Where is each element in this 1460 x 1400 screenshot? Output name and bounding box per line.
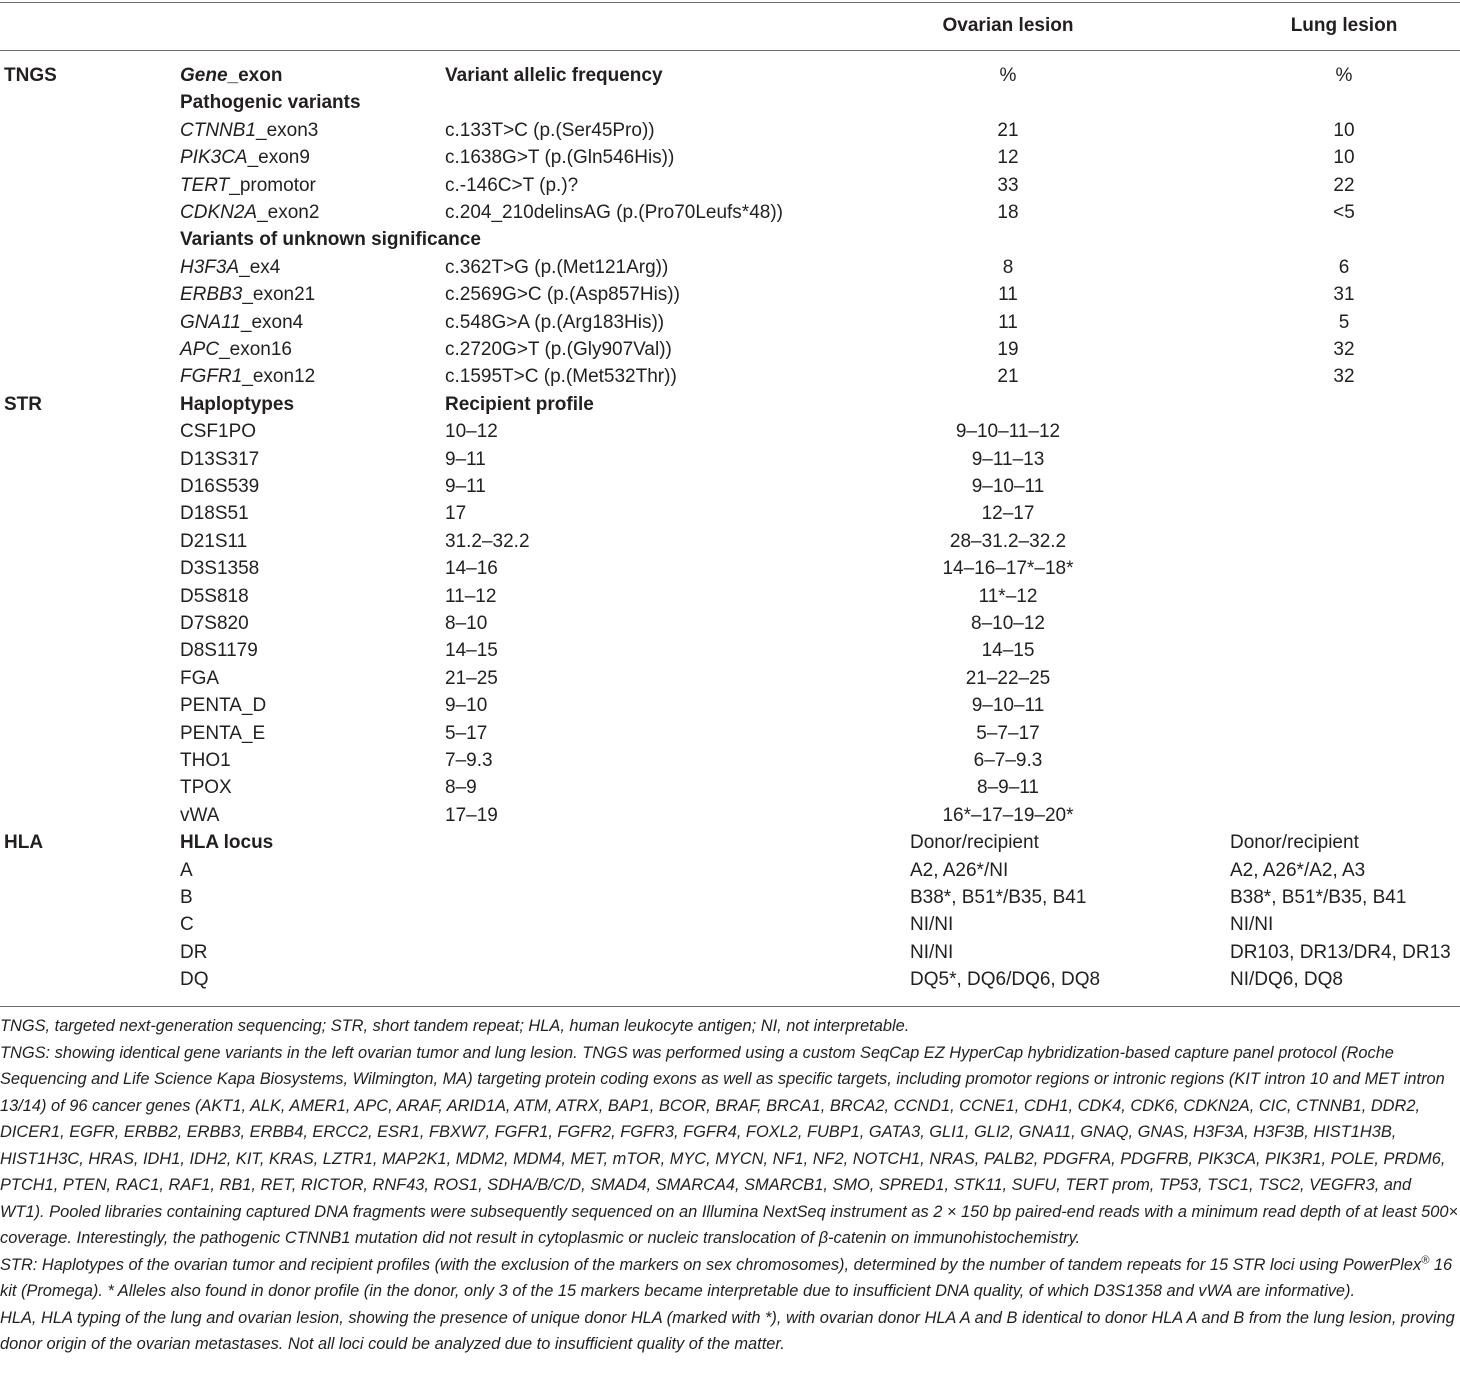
str-ovarian-value: 11*–12 [978,585,1038,607]
gene-symbol: TERT [180,174,230,196]
str-recipient-value: 8–9 [445,777,477,799]
variant-notation: c.1595T>C (p.(Met532Thr)) [445,366,677,388]
gene-symbol: PIK3CA [180,147,248,169]
variant-lung-vaf: 32 [1333,339,1355,360]
hla-ovarian-header: Donor/recipient [910,832,1039,854]
str-locus: D7S820 [180,613,249,634]
hla-lung-value: NI/NI [1230,914,1274,936]
str-recipient-value: 14–16 [445,558,498,580]
pathogenic-variants-header: Pathogenic variants [180,92,361,114]
str-ovarian-value: 21–22–25 [965,667,1051,689]
variant-notation: c.2569G>C (p.(Asp857His)) [445,284,680,306]
gene-symbol: H3F3A [180,256,240,278]
str-ovarian-value: 9–11–13 [971,448,1045,470]
str-recipient-value: 21–25 [445,667,498,689]
header-lung-lesion: Lung lesion [1290,15,1398,36]
bottom-rule [0,1006,1460,1007]
str-locus: D13S317 [180,448,260,470]
str-ovarian-value: 28–31.2–32.2 [949,530,1067,552]
hla-ovarian-value: NI/NI [910,941,954,963]
hla-locus-header: HLA locus [180,832,274,854]
str-ovarian-value: 8–10–12 [971,613,1045,634]
variant-ovarian-vaf: 11 [998,284,1018,306]
footnote-hla: HLA, HLA typing of the lung and ovarian lesion, showing the presence of unique donor HLA (marked with *), with ovarian donor HLA A and B identical to donor HLA A and B from the lung lesion, proving donor origin of the ovarian metastases. Not all loci could be analyzed due to insufficient quality of the matter. [0,1308,1455,1353]
str-recipient-value: 17–19 [445,804,498,826]
gene-symbol: ERBB3 [180,284,243,306]
hla-locus: C [180,914,194,936]
str-haplotypes-header: Haploptypes [180,393,295,415]
hla-lung-value: NI/DQ6, DQ8 [1230,969,1343,991]
str-locus: D5S818 [180,585,249,607]
str-ovarian-value: 9–10–11 [971,695,1045,717]
str-ovarian-value: 8–9–11 [977,777,1039,799]
variant-lung-vaf: <5 [1333,202,1355,223]
header-rule [0,50,1460,51]
variant-gene: APC_exon16 [180,339,292,360]
variant-lung-vaf: 31 [1333,284,1355,306]
hla-locus: DQ [180,969,209,991]
str-ovarian-value: 5–7–17 [976,722,1040,744]
variant-ovarian-vaf: 21 [997,366,1019,388]
gene-symbol: GNA11 [180,311,241,333]
str-recipient-value: 8–10 [445,613,488,634]
hla-lung-value: B38*, B51*/B35, B41 [1230,887,1407,908]
hla-locus: B [180,887,193,908]
variant-notation: c.1638G>T (p.(Gln546His)) [445,147,675,169]
variant-lung-vaf: 10 [1333,147,1355,169]
variant-ovarian-vaf: 8 [1002,256,1014,278]
footnote-abbreviations: TNGS, targeted next-generation sequencing; STR, short tandem repeat; HLA, human leukocyte antigen; NI, not interpretable. [0,1017,910,1035]
variant-notation: c.133T>C (p.(Ser45Pro)) [445,119,655,141]
variant-notation: c.362T>G (p.(Met121Arg)) [445,256,669,278]
top-rule [0,2,1460,3]
str-recipient-value: 31.2–32.2 [445,530,530,552]
str-locus: CSF1PO [180,421,257,443]
variant-ovarian-vaf: 33 [997,174,1019,196]
str-locus: THO1 [180,750,231,771]
str-ovarian-value: 12–17 [981,503,1035,525]
str-ovarian-value: 9–10–11 [971,476,1045,497]
variant-ovarian-vaf: 19 [997,339,1019,360]
variant-lung-vaf: 10 [1333,119,1355,141]
footnote-tngs: TNGS: showing identical gene variants in the left ovarian tumor and lung lesion. TNGS was performed using a custom SeqCap EZ HyperCap hybridization-based capture panel protocol (Roche Sequencing and Life Science Kapa Biosystems, Wilmington, MA) targeting protein coding exons as well as specific targets, including promotor regions or intronic regions (KIT intron 10 and MET intron 13/14) of 96 cancer genes (AKT1, ALK, AMER1, APC, ARAF, ARID1A, ATM, ATRX, BAP1, BCOR, BRAF, BRCA1, BRCA2, CCND1, CCNE1, CDH1, CDK4, CDK6, CDKN2A, CIC, CTNNB1, DDR2, DICER1, EGFR, ERBB2, ERBB3, ERBB4, ERCC2, ESR1, FBXW7, FGFR1, FGFR2, FGFR3, FGFR4, FOXL2, FUBP1, GATA3, GLI1, GLI2, GNA11, GNAQ, GNAS, H3F3A, H3F3B, HIST1H3B, HIST1H3C, HRAS, IDH1, IDH2, KIT, KRAS, LZTR1, MAP2K1, MDM2, MDM4, MET, mTOR, MYC, MYCN, NF1, NF2, NOTCH1, NRAS, PALB2, PDGFRA, PDGFRB, PIK3CA, PIK3R1, POLE, PRDM6, PTCH1, PTEN, RAC1, RAF1, RB1, RET, RICTOR, RNF43, ROS1, SDHA/B/C/D, SMAD4, SMARCA4, SMARCB1, SMO, SPRED1, STK11, SUFU, TERT prom, TP53, TSC1, TSC2, VEGFR3, and WT1). Pooled libraries containing captured DNA fragments were subsequently sequenced on an Illumina NextSeq instrument as 2 × 150 bp paired-end reads with a minimum read depth of at least 500× coverage. Interestingly, the pathogenic CTNNB1 mutation did not result in cytoplasmic or nucleic translocation of β-catenin on immunohistochemistry. [0,1043,1459,1247]
section-tngs: TNGS [4,65,57,86]
variant-notation: c.2720G>T (p.(Gly907Val)) [445,339,672,360]
tngs-lung-unit: % [1335,65,1353,86]
variant-gene: CTNNB1_exon3 [180,119,319,141]
hla-ovarian-value: A2, A26*/NI [910,859,1009,881]
variant-lung-vaf: 6 [1338,256,1350,278]
str-recipient-value: 11–12 [445,585,497,607]
variant-ovarian-vaf: 12 [997,147,1019,169]
hla-locus: A [180,859,193,881]
variant-ovarian-vaf: 21 [997,119,1019,141]
variant-gene: TERT_promotor [180,174,316,196]
hla-ovarian-value: DQ5*, DQ6/DQ6, DQ8 [910,969,1101,991]
section-hla: HLA [4,832,44,854]
variant-lung-vaf: 22 [1333,174,1355,196]
gene-symbol: FGFR1 [180,366,243,388]
variant-gene: PIK3CA_exon9 [180,147,310,169]
header-ovarian-lesion: Ovarian lesion [942,15,1074,36]
str-ovarian-value: 6–7–9.3 [973,750,1043,771]
variant-ovarian-vaf: 18 [997,202,1019,223]
gene-symbol: APC [180,339,220,360]
hla-ovarian-value: B38*, B51*/B35, B41 [910,887,1087,908]
vus-header: Variants of unknown significance [180,229,481,251]
hla-locus: DR [180,941,208,963]
str-locus: D18S51 [180,503,249,525]
str-recipient-value: 5–17 [445,722,488,744]
str-recipient-value: 17 [445,503,467,525]
str-recipient-value: 10–12 [445,421,498,443]
hla-ovarian-value: NI/NI [910,914,954,936]
hla-lung-header: Donor/recipient [1230,832,1359,854]
str-recipient-value: 14–15 [445,640,498,662]
variant-lung-vaf: 5 [1338,311,1350,333]
str-recipient-header: Recipient profile [445,393,594,415]
str-locus: PENTA_E [180,722,266,744]
variant-notation: c.204_210delinsAG (p.(Pro70Leufs*48)) [445,202,783,223]
variant-gene: GNA11_exon4 [180,311,304,333]
variant-gene: ERBB3_exon21 [180,284,316,306]
gene-symbol: CTNNB1 [180,119,257,141]
str-locus: D8S1179 [180,640,258,662]
footnote-str: STR: Haplotypes of the ovarian tumor and recipient profiles (with the exclusion of the markers on sex chromosomes), determined by the number of tandem repeats for 15 STR loci using PowerPlex® 16 kit (Promega). * Alleles also found in donor profile (in the donor, only 3 of the 15 markers became interpretable due to insufficient DNA quality, of which D3S1358 and vWA are informative). [0,1254,1453,1300]
hla-lung-value: A2, A26*/A2, A3 [1230,859,1366,881]
str-locus: D21S11 [180,530,248,552]
table-footnotes [0,1013,1460,1358]
str-recipient-value: 9–11 [445,476,486,497]
str-locus: vWA [180,804,220,826]
str-locus: D3S1358 [180,558,260,580]
gene-symbol: CDKN2A [180,202,258,223]
str-ovarian-value: 16*–17–19–20* [942,804,1074,826]
variant-notation: c.548G>A (p.(Arg183His)) [445,311,665,333]
str-recipient-value: 7–9.3 [445,750,493,771]
hla-lung-value: DR103, DR13/DR4, DR13 [1230,941,1451,963]
variant-gene: FGFR1_exon12 [180,366,316,388]
str-ovarian-value: 14–16–17*–18* [942,558,1074,580]
section-str: STR [4,393,42,415]
str-locus: FGA [180,667,220,689]
variant-ovarian-vaf: 11 [998,311,1018,333]
str-locus: D16S539 [180,476,260,497]
variant-lung-vaf: 32 [1333,366,1355,388]
str-recipient-value: 9–10 [445,695,488,717]
tngs-ovarian-unit: % [999,65,1017,86]
str-recipient-value: 9–11 [445,448,486,470]
tngs-vaf-header: Variant allelic frequency [445,65,663,86]
variant-gene: H3F3A_ex4 [180,256,281,278]
str-locus: PENTA_D [180,695,267,717]
str-ovarian-value: 14–15 [981,640,1035,662]
str-locus: TPOX [180,777,232,799]
str-ovarian-value: 9–10–11–12 [955,421,1061,443]
tngs-gene-exon-header: Gene_exon [180,65,283,86]
variant-notation: c.-146C>T (p.)? [445,174,579,196]
variant-gene: CDKN2A_exon2 [180,202,320,223]
